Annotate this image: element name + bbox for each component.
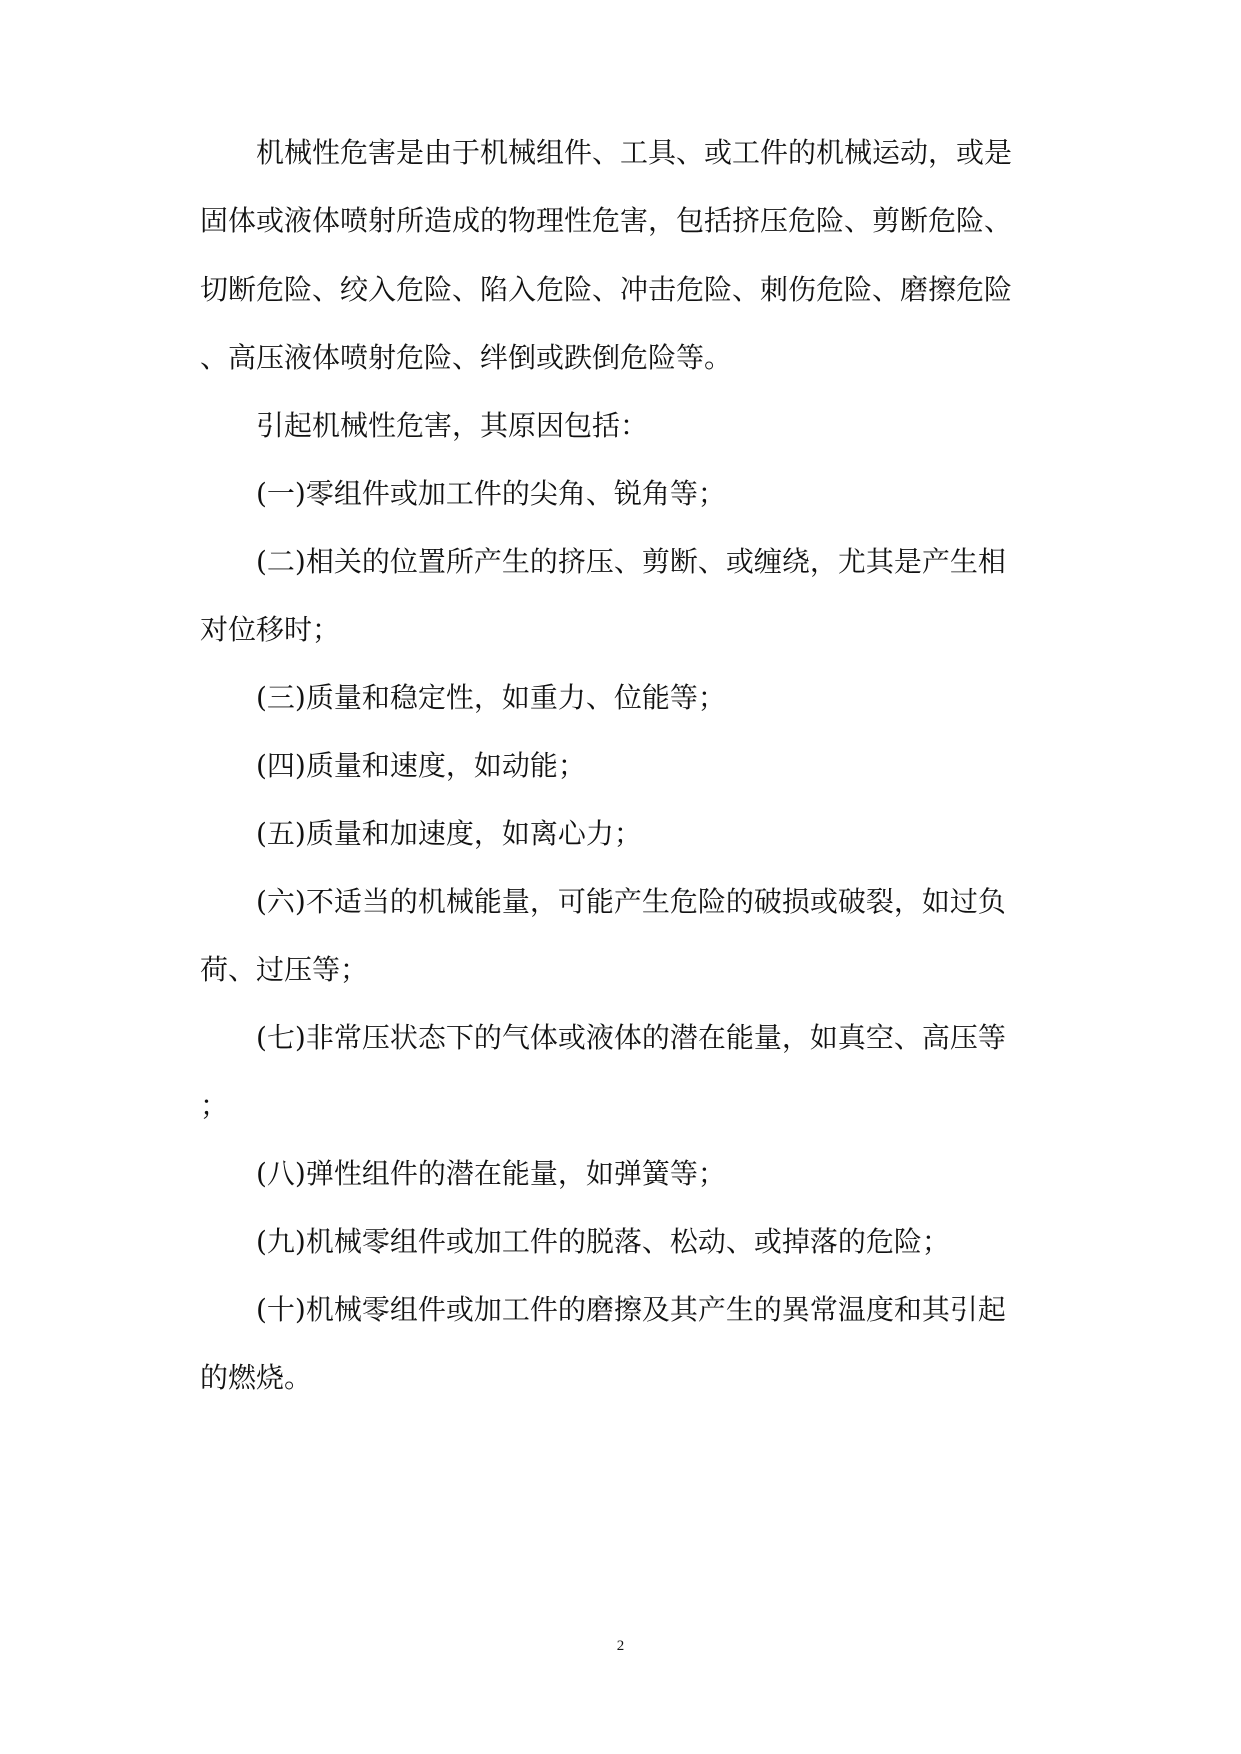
text-line: (十)机械零组件或加工件的磨擦及其产生的異常温度和其引起	[256, 1293, 1006, 1326]
text-line: (三)质量和稳定性，如重力、位能等；	[256, 681, 726, 714]
text-line: (二)相关的位置所产生的挤压、剪断、或缠绕，尤其是产生相	[256, 545, 1006, 578]
text-line: (四)质量和速度，如动能；	[256, 749, 586, 782]
text-line: 、高压液体喷射危险、绊倒或跌倒危险等。	[200, 341, 733, 374]
text-line: (五)质量和加速度，如离心力；	[256, 817, 642, 850]
text-line: (六)不适当的机械能量，可能产生危险的破损或破裂，如过负	[256, 885, 1006, 918]
text-line: 荷、过压等；	[200, 953, 369, 986]
text-line: 的燃烧。	[200, 1361, 313, 1394]
text-line: (九)机械零组件或加工件的脱落、松动、或掉落的危险；	[256, 1225, 950, 1258]
text-line: (一)零组件或加工件的尖角、锐角等；	[256, 477, 726, 510]
text-line: 切断危险、绞入危险、陷入危险、冲击危险、刺伤危险、磨擦危险	[200, 273, 1013, 306]
text-line: 引起机械性危害，其原因包括：	[256, 409, 649, 442]
text-line: (七)非常压状态下的气体或液体的潜在能量，如真空、高压等	[256, 1021, 1006, 1054]
text-line: 固体或液体喷射所造成的物理性危害，包括挤压危险、剪断危险、	[200, 204, 1013, 237]
text-line: (八)弹性组件的潜在能量，如弹簧等；	[256, 1157, 726, 1190]
text-line: ；	[200, 1089, 229, 1122]
text-line: 对位移时；	[200, 613, 341, 646]
page-number: 2	[616, 1638, 625, 1654]
text-line: 机械性危害是由于机械组件、工具、或工件的机械运动，或是	[256, 136, 1013, 169]
